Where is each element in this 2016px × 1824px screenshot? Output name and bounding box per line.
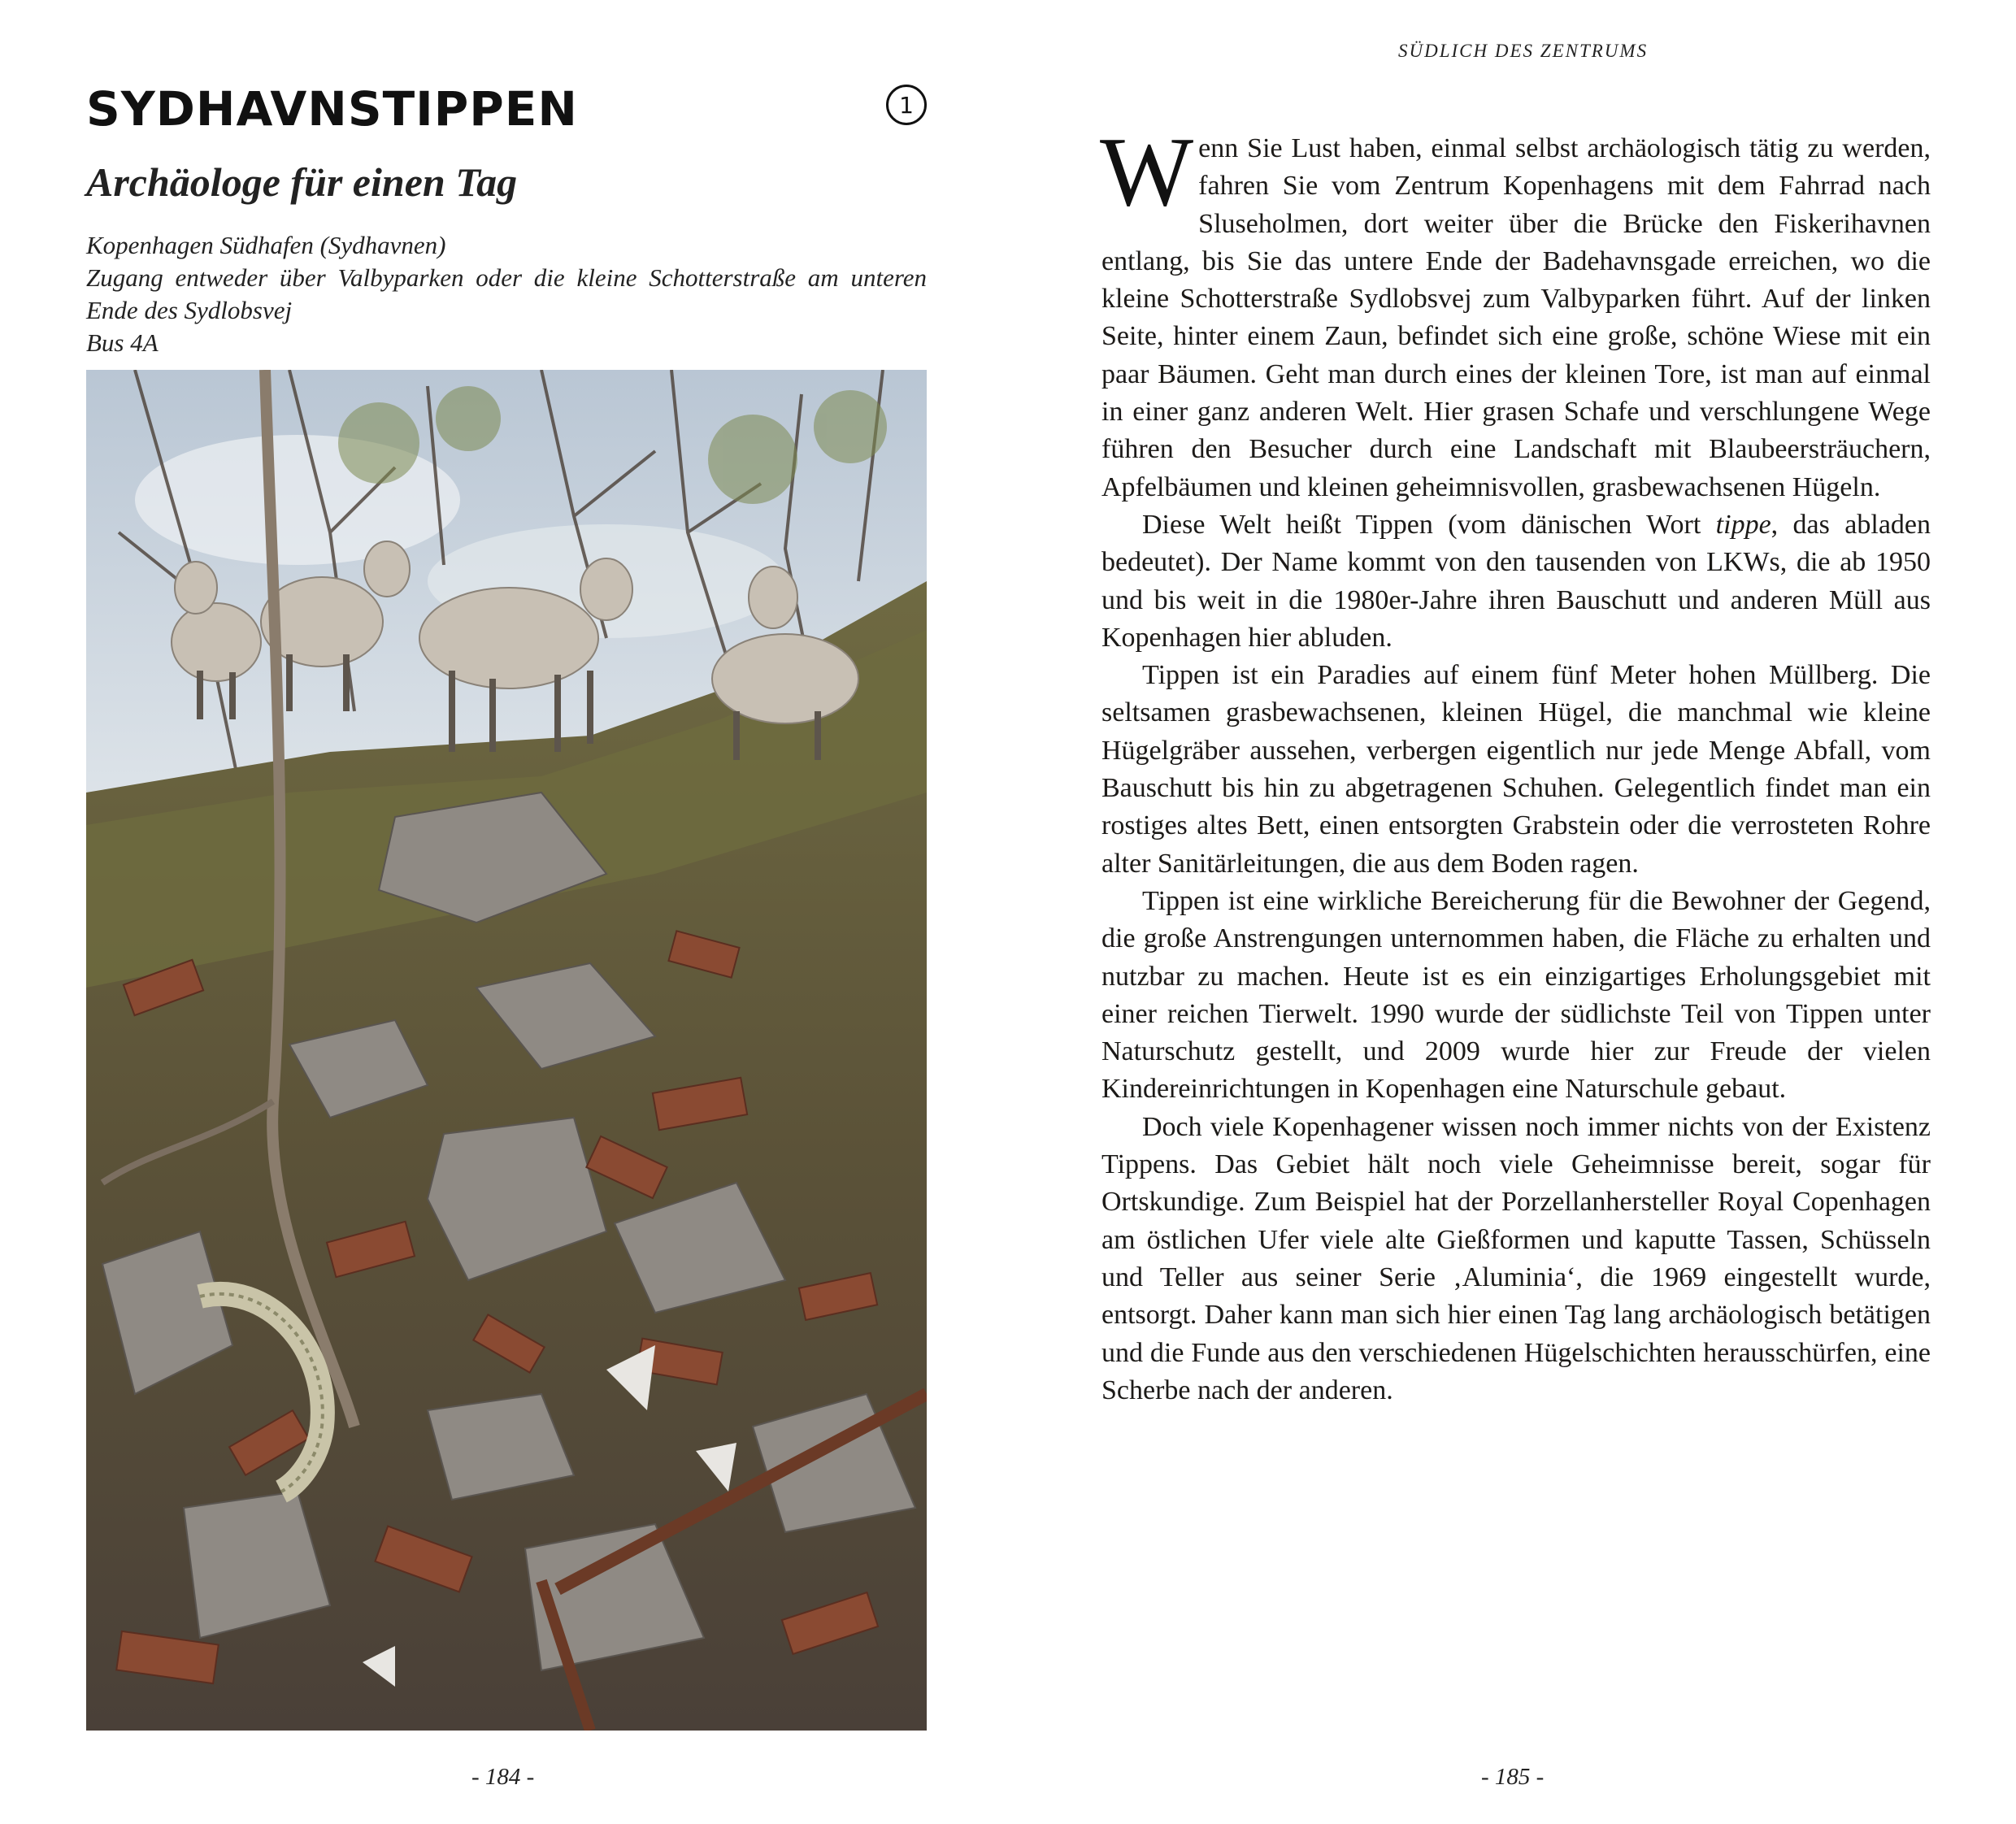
paragraph-2-text-a: Diese Welt heißt Tippen (vom dänischen Wort <box>1142 509 1716 540</box>
paragraph-5: Doch viele Kopenhagener wissen noch immer nichts von der Existenz Tippens. Das Gebiet hält noch viele Geheimnisse bereit, sogar für Ortskundige. Zum Beispiel hat der Porzellanhersteller Royal Copenhagen am östlichen Ufer viele alte Gießformen und kaputte Tassen, Schüsseln und Teller aus seiner Serie ‚Aluminia‘, die 1969 eingestellt wurde, entsorgt. Daher kann man sich hier einen Tag lang archäologisch betätigen und die Funde aus den verschiedenen Hügelschichten herausschürfen, eine Scherbe nach der anderen. <box>1101 1111 1931 1405</box>
info-location: Kopenhagen Südhafen (Sydhavnen) <box>86 231 446 259</box>
page-number-left: - 184 - <box>471 1764 535 1790</box>
paragraph-4: Tippen ist eine wirkliche Bereicherung für die Bewohner der Gegend, die große Anstrengungen unternommen haben, die Fläche zu erhalten und nutzbar zu machen. Heute ist es ein einzigartiges Erholungsgebiet mit einer reichen Tierwelt. 1990 wurde der südlichste Teil von Tippen unter Naturschutz gestellt, und 2009 wurde hier zur Freude der vielen Kindereinrichtungen in Kopenhagen eine Naturschule gebaut. <box>1101 885 1931 1105</box>
paragraph-1 <box>1100 117 1931 506</box>
paragraph-2-emphasis: tippe <box>1715 509 1771 540</box>
page-number-right: - 185 - <box>1481 1764 1545 1790</box>
page-subtitle: Archäologe für einen Tag <box>86 159 518 205</box>
article-body <box>1100 117 1931 1409</box>
right-page <box>1008 0 2016 1824</box>
paragraph-1-text: enn Sie Lust haben, einmal selbst archäologisch tätig zu werden, fahren Sie vom Zentrum Kopenhagens mit dem Fahrrad nach Sluseholmen, dort weiter über die Brücke den Fiskerihavnen entlang, bis Sie das untere Ende der Badehavnsgade erreichen, wo die kleine Schotterstraße Sydlobsvej zum Valbyparken führt. Auf der linken Seite, hinter einem Zaun, befindet sich eine große, schöne Wiese mit ein paar Bäumen. Geht man durch eines der kleinen Tore, ist man auf einmal in einer ganz anderen Welt. Hier grasen Schafe und verschlungene Wege führen den Besucher durch eine Landschaft mit Blaubeersträuchern, Apfelbäumen und kleinen geheimnisvollen, grasbewachsenen Hügeln. <box>1101 133 1931 502</box>
sight-number-badge: 1 <box>886 85 927 125</box>
paragraph-2-text-b: , das abladen bedeutet). Der Name kommt von den tausenden von LKWs, die ab 1950 und bis weit in die 1980er-Jahre ihren Bauschutt und anderen Müll aus Kopenhagen hier abluden. <box>1101 509 1931 653</box>
info-transport: Bus 4A <box>86 328 159 357</box>
paragraph-3: Tippen ist ein Paradies auf einem fünf Meter hohen Müllberg. Die seltsamen grasbewachsenen, kleinen Hügel, die manchmal wie kleine Hügelgräber aussehen, verbergen eigentlich nur jede Menge Abfall, vom Bauschutt bis hin zu abgetragenen Schuhen. Gelegentlich findet man ein rostiges altes Bett, einen entsorgten Grabstein oder die verrosteten Rohre alter Sanitärleitungen, die aus dem Boden ragen. <box>1101 660 1931 879</box>
sheep-on-rubble-photo <box>86 370 927 1731</box>
running-head: SÜDLICH DES ZENTRUMS <box>1398 41 1649 61</box>
page-title: SYDHAVNSTIPPEN <box>86 81 578 137</box>
paragraph-2 <box>1101 506 1931 657</box>
info-access: Zugang entweder über Valbyparken oder die kleine Schotterstraße am unteren Ende des Sydlobsvej <box>86 263 927 324</box>
drop-cap: W <box>1100 117 1194 227</box>
location-info <box>86 229 927 359</box>
